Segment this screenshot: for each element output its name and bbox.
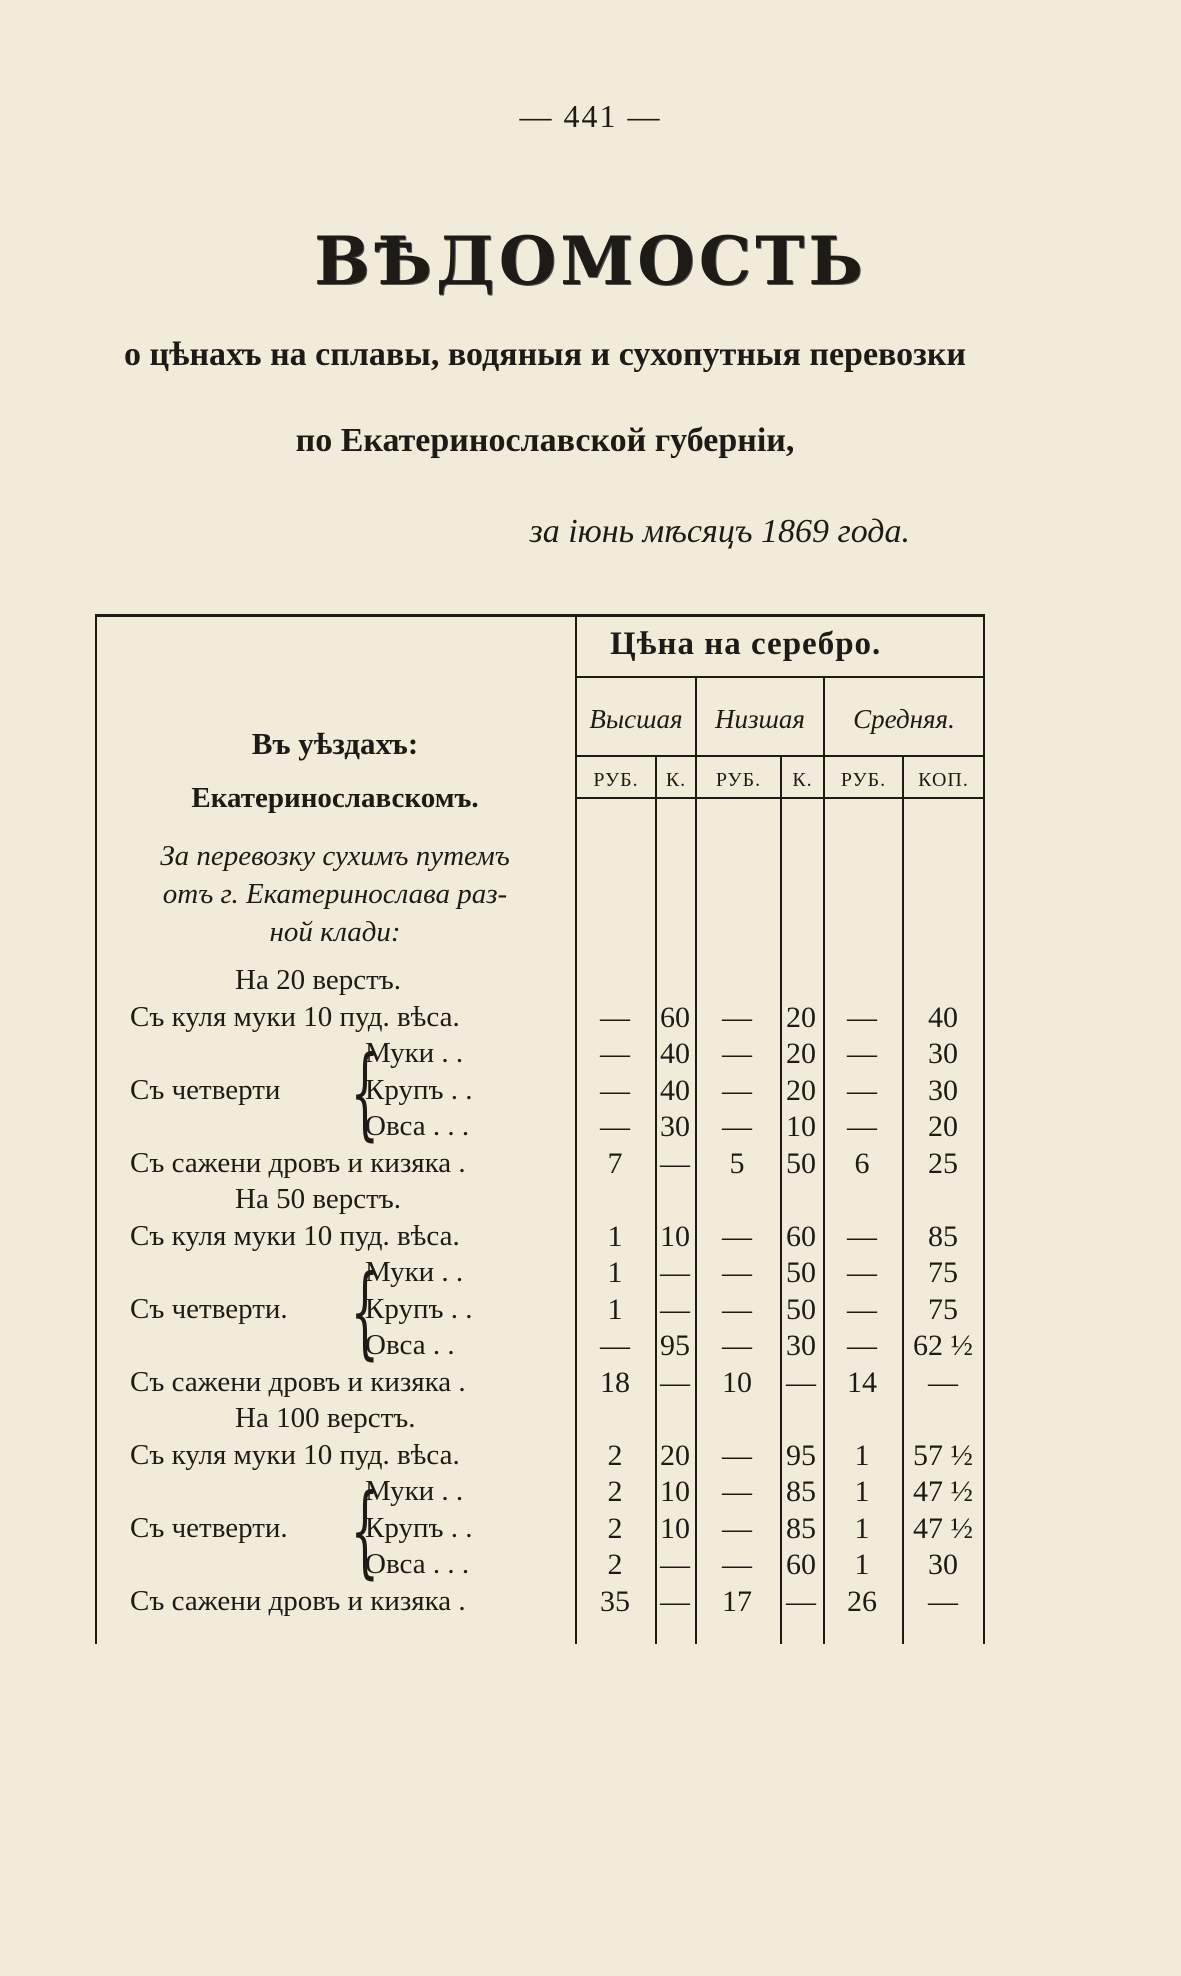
district-name: Екатеринославскомъ. [191,782,479,814]
table-cell: 85 [928,1219,958,1253]
table-cell: — [600,1329,630,1362]
row-label: Съ сажени дровъ и кизяка . [130,1146,466,1179]
table-cell: — [847,1110,877,1143]
row-label: Крупъ . . [365,1511,473,1544]
section-distance: На 50 верстъ. [235,1183,401,1215]
subtitle-line-2: по Екатеринославской губерніи, [295,422,795,459]
table-cell: 35 [600,1584,630,1618]
document-title: ВѢДОМОСТЬ [314,222,867,300]
table-cell: — [722,1438,752,1472]
table-cell: — [660,1584,690,1618]
table-cell: — [660,1256,690,1289]
table-cell: 30 [660,1110,690,1143]
table-cell: 85 [786,1475,816,1508]
table-cell: 30 [928,1548,958,1581]
category-low: Низшая [715,704,805,734]
row-label: Овса . . . [365,1548,470,1580]
table-cell: 2 [607,1438,623,1472]
table-cell: 40 [928,1000,958,1034]
table-cell: 1 [607,1292,623,1326]
unit-header: РУБ. [593,769,639,791]
table-cell: 60 [786,1548,816,1581]
table-cell: — [928,1365,958,1399]
table-top-rule [95,614,985,617]
table-row [95,1074,985,1110]
row-label: Муки . . [365,1256,464,1288]
section-distance: На 20 верстъ. [235,964,401,996]
table-cell: 20 [786,1073,816,1107]
table-cell: — [660,1292,690,1326]
row-group-label: Съ четверти. [130,1292,288,1325]
table-cell: 2 [607,1548,623,1581]
row-label: Муки . . [365,1475,464,1507]
table-cell: — [786,1365,816,1399]
table-cell: 10 [786,1110,816,1143]
table-cell: 40 [660,1037,690,1070]
table-cell: 18 [600,1365,630,1399]
table-cell: 30 [928,1037,958,1070]
table-cell: 6 [854,1146,870,1180]
table-cell: — [722,1511,752,1545]
table-cell: 1 [607,1256,623,1289]
table-row [95,1293,985,1329]
table-cell: 60 [660,1000,690,1034]
table-cell: 50 [786,1146,816,1180]
table-cell: 47 ½ [913,1511,973,1545]
table-cell: 20 [786,1000,816,1034]
table-cell: 62 ½ [913,1329,973,1362]
subtitle-line-1: о цѣнахъ на сплавы, водяныя и сухопутныя перевозки [123,336,967,373]
table-cell: 25 [928,1146,958,1180]
table-row [95,1329,985,1365]
table-cell: 57 ½ [913,1438,973,1472]
table-cell: 10 [660,1475,690,1508]
table-cell: — [600,1110,630,1143]
table-cell: — [600,1037,630,1070]
table-row [95,1220,985,1256]
row-label: Съ куля муки 10 пуд. вѣса. [130,1000,460,1033]
table-cell: — [722,1292,752,1326]
table-row [95,1366,985,1402]
table-cell: 26 [847,1584,877,1618]
table-cell: 2 [607,1511,623,1545]
table-cell: 14 [847,1365,877,1399]
table-cell: — [722,1219,752,1253]
table-cell: 85 [786,1511,816,1545]
table-cell: 17 [722,1584,752,1618]
row-label: Муки . . [365,1037,464,1069]
table-cell: 60 [786,1219,816,1253]
row-label: Крупъ . . [365,1073,473,1106]
table-cell: — [600,1000,630,1034]
page-number: — 441 — [519,98,662,134]
table-cell: — [847,1037,877,1070]
district-label: Въ уѣздахъ: [251,726,419,761]
table-cell: 95 [660,1329,690,1362]
row-label: Съ сажени дровъ и кизяка . [130,1584,466,1617]
table-row [95,1585,985,1621]
price-header-rule [575,676,985,678]
table-cell: — [722,1548,752,1581]
table-cell: 5 [729,1146,745,1180]
table-cell: 20 [786,1037,816,1070]
table-cell: — [660,1548,690,1581]
brace-icon: { [350,1034,380,1151]
table-cell: — [660,1365,690,1399]
table-row [95,1512,985,1548]
note-line-1: За перевозку сухимъ путемъ [160,840,510,872]
row-label: Съ куля муки 10 пуд. вѣса. [130,1438,460,1471]
unit-header: РУБ. [840,769,887,791]
table-cell: — [722,1000,752,1034]
table-row [95,1001,985,1037]
unit-header: К. [792,769,813,791]
table-cell: 10 [660,1219,690,1253]
unit-header: РУБ. [715,769,762,791]
table-cell: — [722,1256,752,1289]
table-row [95,1147,985,1183]
table-cell: — [847,1292,877,1326]
table-cell: 1 [607,1219,623,1253]
table-row [95,1548,985,1584]
note-line-3: ной клади: [269,916,401,948]
unit-header: К. [665,769,687,791]
row-label: Съ сажени дровъ и кизяка . [130,1365,466,1398]
price-header: Цѣна на серебро. [610,626,882,662]
table-cell: — [847,1219,877,1253]
table-cell: 47 ½ [913,1475,973,1508]
table-cell: 40 [660,1073,690,1107]
table-cell: — [928,1584,958,1618]
brace-icon: { [350,1253,380,1370]
table-cell: 30 [928,1073,958,1107]
table-cell: 1 [854,1511,870,1545]
row-group-label: Съ четверти. [130,1511,288,1544]
table-cell: — [722,1329,752,1362]
table-cell: 7 [607,1146,623,1180]
table-cell: 95 [786,1438,816,1472]
table-cell: 1 [854,1548,870,1581]
table-cell: — [722,1110,752,1143]
note-line-2: отъ г. Екатеринослава раз- [162,878,508,910]
table-cell: — [847,1000,877,1034]
table-cell: 75 [928,1256,958,1289]
section-distance: На 100 верстъ. [235,1402,416,1434]
table-cell: — [722,1475,752,1508]
table-cell: — [660,1146,690,1180]
unit-header: КОП. [918,769,969,791]
table-cell: 50 [786,1292,816,1326]
table-cell: 75 [928,1292,958,1326]
table-cell: — [722,1073,752,1107]
table-cell: — [600,1073,630,1107]
table-cell: 50 [786,1256,816,1289]
table-cell: 2 [607,1475,623,1508]
row-label: Крупъ . . [365,1292,473,1325]
category-high: Высшая [589,704,683,734]
row-group-label: Съ четверти [130,1073,281,1106]
brace-icon: { [350,1472,380,1589]
price-table [95,614,985,1644]
table-cell: — [847,1256,877,1289]
table-row [95,1439,985,1475]
table-cell: — [722,1037,752,1070]
row-label: Овса . . . [365,1110,470,1142]
row-label: Овса . . [365,1329,455,1361]
table-cell: 20 [660,1438,690,1472]
table-cell: 1 [854,1475,870,1508]
table-cell: 10 [660,1511,690,1545]
table-cell: — [786,1584,816,1618]
row-label: Съ куля муки 10 пуд. вѣса. [130,1219,460,1252]
table-cell: — [847,1329,877,1362]
table-cell: 20 [928,1110,958,1143]
table-row [95,1110,985,1146]
table-cell: 10 [722,1365,752,1399]
subtitle-line-3: за іюнь мѣсяцъ 1869 года. [529,513,910,550]
table-cell: 1 [854,1438,870,1472]
category-average: Средняя. [853,704,955,734]
table-cell: 30 [786,1329,816,1362]
table-cell: — [847,1073,877,1107]
